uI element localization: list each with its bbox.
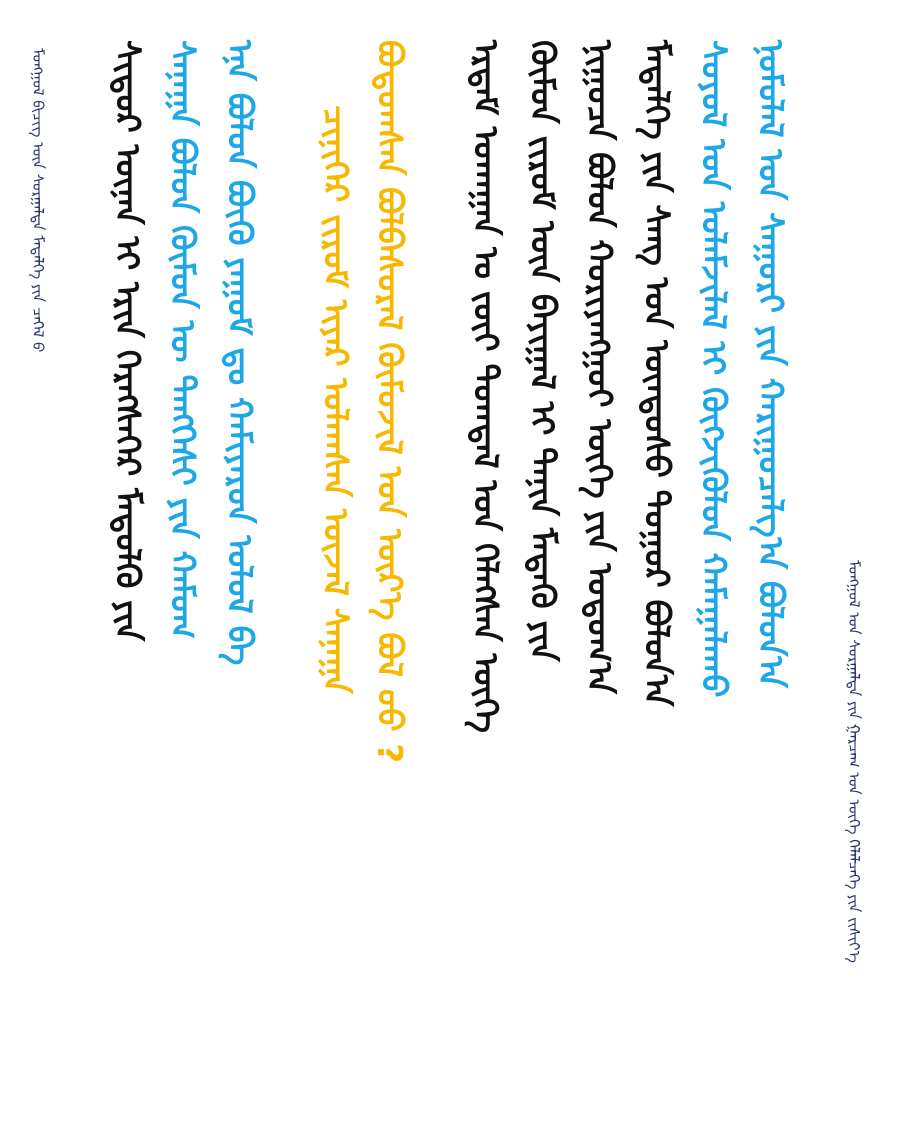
block3-line3: ᠨᠢᠭᠤᠴᠠ ᠪᠣᠯᠤᠨ ᠬᠣᠷᠢᠶᠠᠩᠭᠤᠢ ᠦᠭᠡ ᠶᠢᠨ ᠤᠲᠤᠭ᠎ᠠ [579,40,619,695]
block1-line3: ᠡᠨᠡ ᠪᠣᠯᠤᠨ ᠪᠦᠬᠦ ᠶᠠᠭᠤᠮ ᠳᠤ ᠬᠠᠮᠢᠶᠠᠷᠤᠨ ᠤᠯᠤᠯ ᠪᠡ [219,40,259,666]
block3-line5: ᠰᠣᠶᠣᠯ ᠤᠨ ᠤᠯᠠᠮᠵᠢᠯᠠᠯ ᠢ ᠬᠥᠭᠵᠢᠭᠦᠯᠦᠨ ᠬᠠᠮᠠᠭᠠᠯᠠᠬᠤ [693,40,733,698]
footnote-bottom: ᠮᠣᠩᠭᠣᠯ ᠤᠨ ᠰᠤᠷᠭᠠᠯᠲᠠ ᠶᠢᠨ ᠭᠠᠷᠴᠠᠭ ᠤᠨ ᠦᠭᠡ ᠬᠡᠯᠡᠯᠴᠡᠭᠡ ᠶᠢᠨ ᠵᠢᠰᠢᠶ᠎ᠡ [845,560,863,963]
block3-line1: ᠡᠷᠳᠡᠮ ᠤᠬᠠᠭᠠᠨ ᠤ ᠵᠦᠢ ᠲᠣᠭᠲᠠᠯ ᠤᠨ ᠬᠡᠯᠡᠭᠰᠡᠨ ᠦᠭᠡ [465,40,505,733]
block1-line2: ᠰᠠᠨᠠᠭᠠ ᠪᠣᠯᠤᠨ ᠬᠥᠮᠦᠨ ᠦ ᠲᠡᠩᠭᠡᠰᠢ ᠶᠢᠨ ᠬᠠᠮᠤᠭ [162,40,202,639]
block3-line4: ᠮᠡᠳᠡᠯᠭᠡ ᠶᠢᠨ ᠰᠠᠩ ᠤᠨ ᠦᠨᠳᠦᠰᠦ ᠲᠤᠭᠤᠷ ᠪᠣᠯᠤᠨ᠎ᠠ [636,40,676,707]
footnote-top: ᠮᠣᠩᠭᠣᠯ ᠪᠢᠴᠢᠭ ᠦᠨ ᠰᠤᠷᠭᠠᠯᠲᠠ ᠮᠡᠳᠡᠯᠭᠡ ᠶᠢᠨ ᠴᠡᠭᠡᠯ ᠪ [29,48,47,353]
block1-line1: ᠰᠢᠳᠤᠷ ᠦᠨᠡᠨ ᠢ ᠡᠷᠢᠨ ᠬᠡᠷᠡᠭᠰᠡᠭᠡᠷ ᠮᠡᠳᠦᠯᠬᠦ ᠶᠢᠨ [107,40,147,642]
block2-line1: ᠴᠢᠨᠢᠭᠡᠷ ᠵᠢᠷᠤᠮ ᠢᠶᠠᠷ ᠤᠯᠠᠭᠰᠠᠨ ᠦᠵᠡᠯ ᠰᠠᠨᠠᠭᠠ [315,105,355,694]
block2-line2: ᠪᠣᠳᠣᠭᠰᠠᠨ ᠪᠣᠯᠪᠠᠰᠤᠷᠠᠯ ᠬᠥᠮᠦᠵᠢᠯ ᠤᠨ ᠦᠷ᠎ᠡ ᠪᠣᠯ ᠤᠤ ? [369,40,409,764]
block3-line2: ᠬᠦᠮᠦᠨ ᠵᠢᠷᠤᠮ ᠦᠨ ᠪᠠᠶᠢᠭᠠᠯ ᠢ ᠲᠠᠨᠢᠨ ᠮᠡᠳᠡᠬᠦ ᠶᠢᠨ [522,40,562,662]
block3-line6: ᠨᠣᠮᠤᠯᠠᠯ ᠤᠨ ᠰᠠᠭᠤᠷᠢ ᠶᠢᠨ ᠬᠠᠷᠢᠭᠤᠴᠠᠯᠭ᠎ᠠ ᠪᠣᠯᠤᠨ᠎ᠠ [750,40,790,688]
